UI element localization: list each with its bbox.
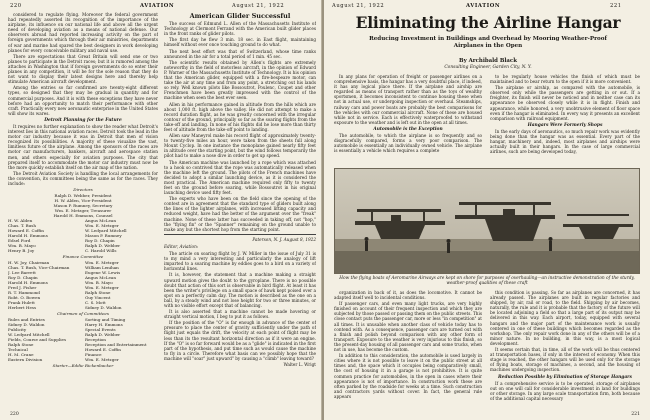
director: Ralph D. Webber (85, 243, 121, 249)
chairman-entry: Harry H. Emmons (85, 322, 123, 328)
paragraph: The next best effort was that of Switzerland, whose time ranks announced in the air for a total period of 1 min. 45 sec. (164, 48, 316, 59)
right-lower-column-2 (490, 290, 640, 410)
paragraph: The article on soaring flight by J. W. Miller in the issue of July 31 is to my mind a very interesting and particularly the analogy of lift imparted to a soaring machine by eddies goes to a bird on a variety of horizontal lines. (164, 251, 316, 272)
chairman-entry: Ralph Stone (8, 342, 34, 348)
left-running-head-left: 220 (10, 3, 22, 9)
right-upper-column-1 (334, 74, 482, 169)
chairman-entry: Eastern Division (8, 357, 43, 363)
finance-committee-heading: Finance Committee (62, 254, 104, 260)
starter-line: Starter—Eddie Rickenbacker (52, 363, 114, 369)
right-running-head-right: 221 (610, 3, 622, 9)
committee-member: Wm. B. Mayo (85, 280, 113, 286)
committee-member: Sidney D. Waldon (85, 305, 122, 311)
chairman-entry: Technical (8, 347, 28, 353)
left-page-number: 220 (10, 412, 19, 417)
right-upper-column-2 (490, 74, 640, 169)
chairman-entry: Rules and Entries (8, 317, 45, 323)
paragraph: It requires no further explanation to show the reader what Detroit's interest lies in this national aviation races. Detroit took the lead in the motor car industry because it was in Detroit that men of vision recognized its possibilities. A majority of these visualize the vast, limitless future of the airplane. Among the sponsors of the races are motor car manufacturers, bankers, aircraft and aerospace station men, and others especially for aviation purposes. The city that prepared itself to accommodate the motor car industry must now be the more quickly establish itself on the air map of the nation. (8, 123, 158, 170)
paragraph: The American machine was launched by a rope which was attached to a hook so contrived that the rope was automatically released when the machine left the ground. The pilots of the French machines have decided to adopt a similar launching device, as it is considered the most practical. The American machine required only fifty to twenty feet on the ground before soaring, while Bossoutrot in his original launching device used fifty feet. (164, 159, 316, 196)
paragraph: The experts who have been on the field since the opening of the contest are in agreement that the standard type of gliders built along the lines of the lighter airplanes, with increased lifting capacity and reduced weight, have had the better of the argument over the "freak" machine. None of these latter has succeeded in taking off, not "hop," the "flying fin" or the "Spanner" remaining on the ground unable to make any but the shortest hop from the starting point. (164, 196, 316, 232)
right-running-head-center: AVIATION (466, 3, 501, 9)
chairman-entry: Sorting and Timing (85, 317, 126, 323)
committee-member: Herbert Hess (8, 305, 37, 311)
committee-member: Ralph Stone (85, 290, 111, 296)
committee-member: C. S. Mott (85, 300, 106, 306)
paragraph: If passenger cars, and even many light trucks, are very highly finished on account of their frequent inspection and which they are subjected by those passed or passing them on the public streets. This close contact puts the passenger car, more or less "in competition" at all times. It is unusable when another class of vehicle today has to contend with. As a consequence, passenger cars are turned out with a finish and polish beyond comparison with any other form of transport. Exposure to the weather is very injurious to this finish, so the present-day housing of all passenger cars and some trucks, when not in use, has become the custom. (334, 301, 482, 353)
officer: Ralph D. Webber, President (54, 193, 112, 199)
officer: Harold H. Emmons, Counsel (53, 213, 113, 219)
paragraph: It is also asserted that a machine cannot be made hovering or straight vertical motion, I beg to put it as follows. (164, 309, 316, 320)
committee-member: H. W. Joy, Chairman (8, 260, 50, 266)
committee-member: J. Lee Barrett (8, 270, 36, 276)
paragraph: to be regularly house vehicles the finish of which must be maintained and to bear return to the open if it is more convenient. (490, 74, 640, 85)
chairman-entry: Reception (85, 337, 106, 343)
left-running-head-center: AVIATION (140, 3, 175, 9)
chairman-entry: W. Ledyard Mitchell (8, 332, 50, 338)
committee-member: Roy D. Chapin (8, 275, 38, 281)
director: Edsel Ford (8, 238, 31, 244)
committee-member: William Lenihan (85, 265, 119, 271)
left-page (0, 0, 322, 420)
section-heading: Detroit Planning for the Future (44, 117, 122, 123)
officer: Wm. E. Metzger, Treasurer (54, 208, 112, 214)
flying-boats-photo (334, 168, 640, 274)
chairman-entry: Howard E. Coffin (85, 347, 121, 353)
director: Wm. B. Mayo (8, 243, 36, 249)
letter-salutation: Editor, Aviation: (164, 243, 199, 249)
chairman-entry: Finance (85, 352, 102, 358)
directors-list (8, 218, 158, 253)
committee-member: Frank Hulett (8, 300, 35, 306)
paragraph: this condition is passing. So far as airplanes are concerned, it has already passed. The airplanes are built in regular factories and shipped, by air, rail or road, to the field. Shipping by air becomes, naturally, the rule and it is probable that the factory of the future will be located adjoining a field so that a large part of its output may be delivered in this way. Each airport, today, equipped with several hangars and the major part of the maintenance work is usually centered in one of these buildings which becomes regarded as the workshop. The only repair work done in any of the others will be of a minor nature. In no building, in this way, is a most logical development. (490, 290, 640, 346)
paragraph: Allen in his performance gained in altitude from the hills which are about 1,000 ft. high above the valley. He did not attempt to make a record duration flight, as he was greatly concerned with the irregular contour of the ground, principally so far as the soaring flights from the take-off and landing. In none of his flights did he lose more than thirty feet of altitude from the take-off point to landing. (164, 101, 316, 132)
committee-member: R. T. Hammond (8, 290, 40, 296)
right-page-number: 221 (631, 412, 640, 417)
committee-member: Angus McLean (85, 275, 116, 281)
left-running-head-right: August 21, 1922 (232, 3, 285, 9)
left-column-2 (164, 12, 316, 412)
paragraph: Allen saw Maneyrol make his record flight of approximately twenty-to twenty-five miles an hour, were taken from the sheets full along Mount Cyclop. In one instance the monoplane gained nearly fifty feet in altitude over the starting point, but the wind follows temporarily the pilot had to make a nose dive in order to get up speed. (164, 133, 316, 159)
paragraph: It is, however, the statement that a machine making a straight upward motion gives the doubt to the gyroplane. There is no possible doubt that action of this sort is observable in bird flight. At least it has been the writer's privilege on a small space of hawk kept poised over a spot on a perfectly calm day. The motion is described as the one on a ball, by a steady wind and not lose height for two or three minutes, or with no visible effort except that of balancing. (164, 272, 316, 308)
paragraph: The scientific results obtained by Allen's flights are extremely noteworthy in the field of motorless aircraft, in the opinion of Edward P. Warner of the Massachusetts Institute of Technology. It is his opinion that the American glider, equipped with a fire-bespeare motor, can take the air at any time and from any point, a stretching out his lands so rely. Well known pilots like Bossoutrot, Poulenc, Coupet and other Frenchmen have been greatly impressed with the control of the machine when seen the best ever seen. (164, 59, 316, 101)
director: Howard E. Coffin (8, 228, 44, 234)
chairmen-list (8, 317, 158, 362)
section-heading: Reduction Possible by Elimination of Storage Hangars (498, 374, 632, 380)
article-byline: By Archibald Black (459, 58, 517, 64)
letter-dateline: Paterson, N. J. August 8, 1922 (252, 236, 316, 242)
paragraph: In any plans for operation of freight or passenger airlines on a comprehensive basis, the hangar has a very doubtful place, if indeed, it has any logical place there. If the airplane and airship are regarded as means of transport rather than as the toys of wealthy sportsmen, it becomes inconsistent to continue housing these when not in actual use, or undergoing inspection or overhaul. Steamships, railway cars and power boats are probably the best comparisons for the vehicles with our commercial aircraft. None of these are housed while not in service. Each is effectively waterproofed to withstand exposure to the weather and is left out in the open at all times. (334, 74, 482, 125)
article-headline: Eliminating the Airline Hangar (355, 13, 621, 32)
committee-member: Chas. T. Bush, Vice-Chairman (8, 265, 70, 271)
committee-member: Robt. O. Bowen (8, 295, 41, 301)
divider (164, 234, 316, 235)
officers-heading: Directors (73, 187, 93, 193)
paragraph: If a comprehensive service is to be operated, storage of airplanes out on one will call for considerable investment in land for buildings or other storage. In any large scale transportation firm, both because of the additional capital necessary (490, 380, 640, 401)
chairman-entry: Fields, Course and Supplies (8, 337, 67, 343)
chairman-entry: Publicity (8, 327, 27, 333)
chairman-entry: Special Events (85, 327, 116, 333)
director: Henry B. Joy (8, 248, 35, 254)
paragraph: There are expectations that Great Britain will send one or two planes to participate in the Detroit races; but it is rumored among the attaches in Washington that if foreign governments do so enter their planes in any competition, it will be for the sole reason that they do not want to display their latest designs here and thereby help stimulate American aircraft development. (8, 53, 158, 85)
committee-member: Eugene W. Lewis (85, 270, 121, 276)
director: C. Harold Wills (85, 248, 117, 254)
article-deck: Reducing Investment in Buildings and Overhead by Mooring Weather-Proof Airplanes in the Open (369, 36, 607, 49)
paragraph: In addition to this consideration, the automobile is used largely in cities where it is not possible to leave it on the public street at all times and, the space which it occupies being comparatively small, the cost of housing it in a garage is not prohibitive. It is quite common practice for automobiles, in the open in cases where their appearance is not of importance. In construction work these are often parked by the roadside for weeks at a time. Such construction and contractors yards without cover. In fact, the general rule appears (334, 353, 482, 399)
photo-illustration (335, 169, 640, 274)
committee-list (8, 260, 158, 310)
paragraph: The automobile, to which the airplane is so frequently and so disgracefully compared, forms a very poor comparison. The automobile is essentially an individually owned vehicle. The airplane is essentially a vehicle which requires a complete (334, 133, 482, 154)
chairmen-heading: Chairmen of Committees (57, 311, 109, 317)
paragraph: The success of Edmund L. Allen of the Massachusetts Institute of Technology at Clermont Ferrand with the American built glider places in the front ranks of glider pilots. (164, 21, 316, 37)
letter-signature: Walter L. Wrigt (283, 362, 316, 367)
right-page (324, 0, 650, 420)
committee-member: Fred J. Fisher (8, 285, 37, 291)
chairman-entry: H. M. Crane (8, 352, 34, 358)
director: Harold H. Emmons (8, 233, 48, 239)
director: W. Ledyard Mitchell (85, 228, 127, 234)
figure-caption: How the flying boats of Aeromarine Airways are kept on shore for purposes of overhauling—an instructive demonstration of the sturdy, weather-proof qualities of these craft (339, 276, 635, 287)
paragraph: In the early days of aeronautics, so much repair work was evidently being done than the hangar was as essential. Every part of the hangar, machinery and, indeed, most airplanes and airships were actually built in their hangars. In the case of large commercial airlines, such are being developed today, (490, 128, 640, 155)
article-title: American Glider Successful (189, 12, 291, 20)
chairman-entry: Sidney D. Waldon (8, 322, 45, 328)
director: Roy D. Chapin (85, 238, 115, 244)
paragraph: considered to regulate flying. Moreover the federal government had repeatedly asserted its recognition of the importance of the airplane, its influence on our national life and above all the urgent need of developing aviation as a means of national defense. Our observers abroad had reported increasing activity on the part of foreign governments which through their air ministries, departments of war and marine had spared the best designers in work developing planes for every conceivable military and naval use. (8, 12, 158, 53)
officer: H. W. Alden, Vice-President (54, 198, 112, 204)
paragraph: organization in back of it, as does the locomotive. It cannot be adapted itself well to incidental conditions. (334, 290, 482, 301)
chairman-entry: Reception and Entertainment (85, 342, 147, 348)
officer: Mason P. Rumney, Secretary (53, 203, 113, 209)
right-lower-column-1 (334, 290, 482, 410)
director: H. W. Alden (8, 218, 33, 224)
director: Mason P. Rumney (85, 233, 122, 239)
paragraph: The Detroit Aviation Society is handling the local arrangements for the convention, its committees being the same as for the races. They include: (8, 170, 158, 186)
left-column-1 (8, 12, 158, 412)
paragraph: If the position of the "O" is far enough in advance of the center of pressure to place the center of gravity sufficiently under the path of flight just equals the drift, the velocity at each point of flight may be less than its the resultant horizontal direction as if it were an engine. If the "O" is so far forward would be as a "glide" is indicated in the first part of the hypothesis, and put time such as would cause the machine to fly in a circle. Therefore what basis can we possibly hope that the machine will "soar" just upward" by causing a "climb" leaving toward? (164, 320, 316, 361)
paragraph: Among the entries so far confirmed are twenty-eight different types, so designed that they may be gradual in quantity and for commercial purposes. And it is with these exceptions they have never before had an opportunity to match their performance with other craft. Practically every new aeronautic enterprise in the United States will show its wares. (8, 85, 158, 116)
section-heading: Hangars Were Formerly Shops (527, 122, 603, 128)
paragraph: The first day he flew 3 min. 18 sec. in East flight, maintaining himself without ever once touching ground to do what. (164, 37, 316, 48)
director: Chas. T. Bush (8, 223, 37, 229)
paragraph: The airplane or airship, as compared with the automobile, is observed only while the passengers are getting in or out. If a freighter, its finish will never be noticed and in neither case can its appearance be observed closely while it is in flight. Finish and appearance, while honored, a very unobtrusive element of floor space even if the hangar is eliminated. In every way it presents an excellent comparison with railroad equipment. (490, 85, 640, 121)
section-heading: Automobile is the Exception (373, 126, 443, 132)
director: Wm. E. Metzger (85, 223, 119, 229)
author-affiliation: Consulting Engineer, Garden City, N. Y. (444, 65, 532, 70)
officers-list (8, 193, 158, 218)
paragraph: It seems certain that, in time, all of the work will be thus centered at transportation bases, if only in the interest of economy. When this stage is reached, the other hangars will be used only for the storage of flying boats, storage of machines, a second, and the housing of machines undergoing inspection. (490, 347, 640, 373)
committee-member: Wm. E. Metzger (85, 260, 119, 266)
committee-member: Harold H. Emmons (8, 280, 48, 286)
chairman-entry: Ralph D. Webber (85, 332, 121, 338)
committee-member: Guy Vincent (85, 295, 111, 301)
director: Angus McLean (85, 218, 116, 224)
chairman-entry: Wm. E. Metzger (85, 357, 119, 363)
committee-member: Wm. E. Metzger (85, 285, 119, 291)
right-running-head-left: August 21, 1922 (332, 3, 385, 9)
